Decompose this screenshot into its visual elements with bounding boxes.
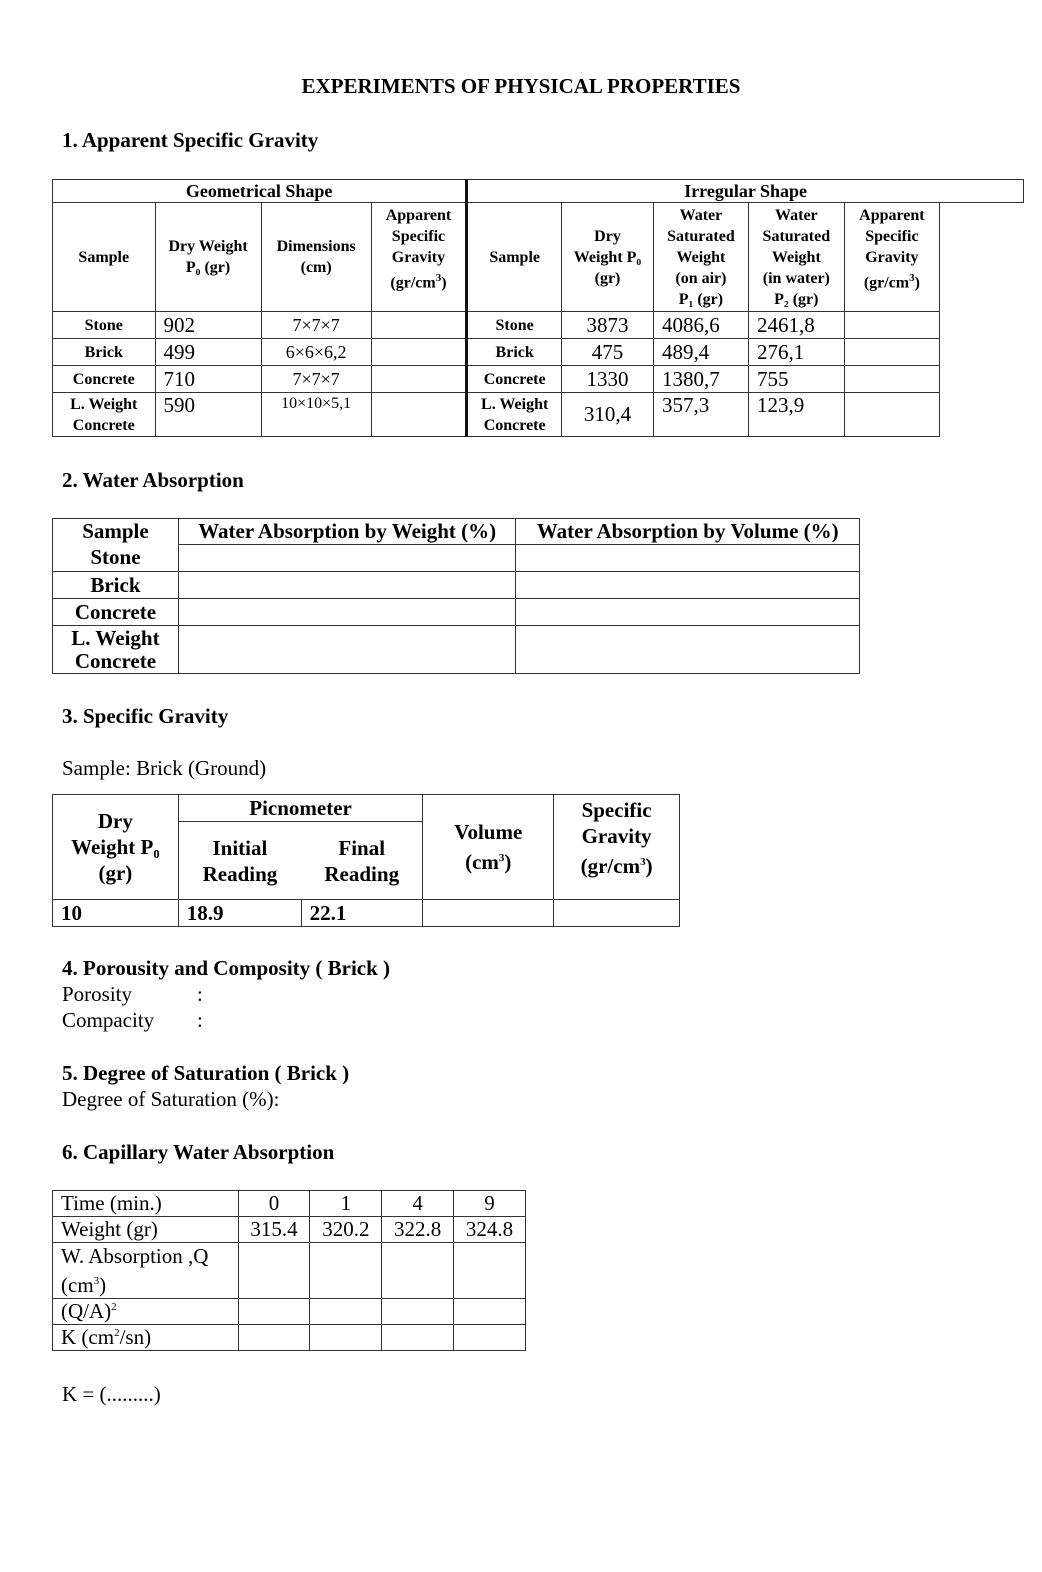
header-final-reading: Final Reading (301, 822, 423, 900)
header-irregular-sample: Sample (467, 203, 562, 312)
header-sample: Sample (53, 203, 156, 312)
specific-gravity-table (52, 794, 680, 927)
header-apparent-specific-gravity: Apparent Specific Gravity $(gr/cm^3)$ (371, 203, 467, 312)
porosity-label: Porosity (62, 982, 133, 1006)
section-5-title: 5. Degree of Saturation ( Brick ) (62, 1061, 350, 1085)
table-row: Time (min.) 0 1 4 9 (53, 1191, 526, 1217)
section-3-title: 3. Specific Gravity (62, 704, 229, 728)
table-row: Concrete 710 7×7×7 Concrete 1330 1380,7 755 (53, 366, 1024, 393)
header-irregular-dry-weight: Dry Weight P₀ (gr) (562, 203, 654, 312)
compacity-colon: : (197, 1008, 203, 1032)
water-absorption-table (52, 518, 860, 674)
header-irregular-apparent-specific-gravity: Apparent Specific Gravity $(gr/cm^3)$ (844, 203, 939, 312)
header-dry-weight: Dry Weight P₀ (gr) (53, 795, 179, 900)
section-6-title: 6. Capillary Water Absorption (62, 1140, 335, 1164)
porosity-colon: : (197, 982, 203, 1006)
table-row: Stone 902 7×7×7 Stone 3873 4086,6 2461,8 (53, 312, 1024, 339)
capillary-absorption-table (52, 1190, 526, 1351)
table-row: Concrete (53, 599, 860, 626)
table-row: L. Weight Concrete (53, 626, 860, 674)
header-picnometer: Picnometer (178, 795, 423, 822)
header-absorption-weight: Water Absorption by Weight (%) (178, 519, 516, 545)
header-sample: Sample (53, 519, 179, 545)
header-saturated-weight-water: Water Saturated Weight (in water) P₂ (gr) (748, 203, 844, 312)
header-volume: Volume $(cm^3)$ (423, 795, 554, 900)
header-dry-weight: Dry Weight P₀ (gr) (155, 203, 261, 312)
table-row: Brick 499 6×6×6,2 Brick 475 489,4 276,1 (53, 339, 1024, 366)
table-row: Stone (53, 545, 860, 572)
table-row: K $(cm^2/sn)$ (53, 1325, 526, 1351)
table-row: 10 18.9 22.1 (53, 900, 680, 927)
sample-line: Sample: Brick (Ground) (62, 756, 267, 780)
header-absorption-volume: Water Absorption by Volume (%) (516, 519, 860, 545)
table-row: Weight (gr) 315.4 320.2 322.8 324.8 (53, 1217, 526, 1243)
table-row: Brick (53, 572, 860, 599)
table-row: W. Absorption ,Q $(cm^3)$ (53, 1243, 526, 1299)
page-title: EXPERIMENTS OF PHYSICAL PROPERTIES (301, 74, 741, 98)
header-specific-gravity: Specific Gravity $(gr/cm^3)$ (554, 795, 680, 900)
table-row: $(Q/A)^2$ (53, 1299, 526, 1325)
section-4-title: 4. Porousity and Composity ( Brick ) (62, 956, 391, 980)
irregular-shape-header: Irregular Shape (467, 180, 1024, 203)
k-result-line: K = (.........) (62, 1382, 161, 1406)
apparent-specific-gravity-table (52, 179, 1024, 437)
degree-of-saturation-line: Degree of Saturation (%): (62, 1087, 280, 1111)
header-dimensions: Dimensions (cm) (261, 203, 371, 312)
section-1-title: 1. Apparent Specific Gravity (62, 128, 319, 152)
compacity-label: Compacity (62, 1008, 155, 1032)
header-saturated-weight-air: Water Saturated Weight (on air) P₁ (gr) (653, 203, 748, 312)
header-initial-reading: Initial Reading (178, 822, 301, 900)
section-2-title: 2. Water Absorption (62, 468, 244, 492)
table-row: L. Weight Concrete 590 10×10×5,1 L. Weight Concrete 310,4 357,3 123,9 (53, 393, 1024, 437)
geometrical-shape-header: Geometrical Shape (53, 180, 467, 203)
